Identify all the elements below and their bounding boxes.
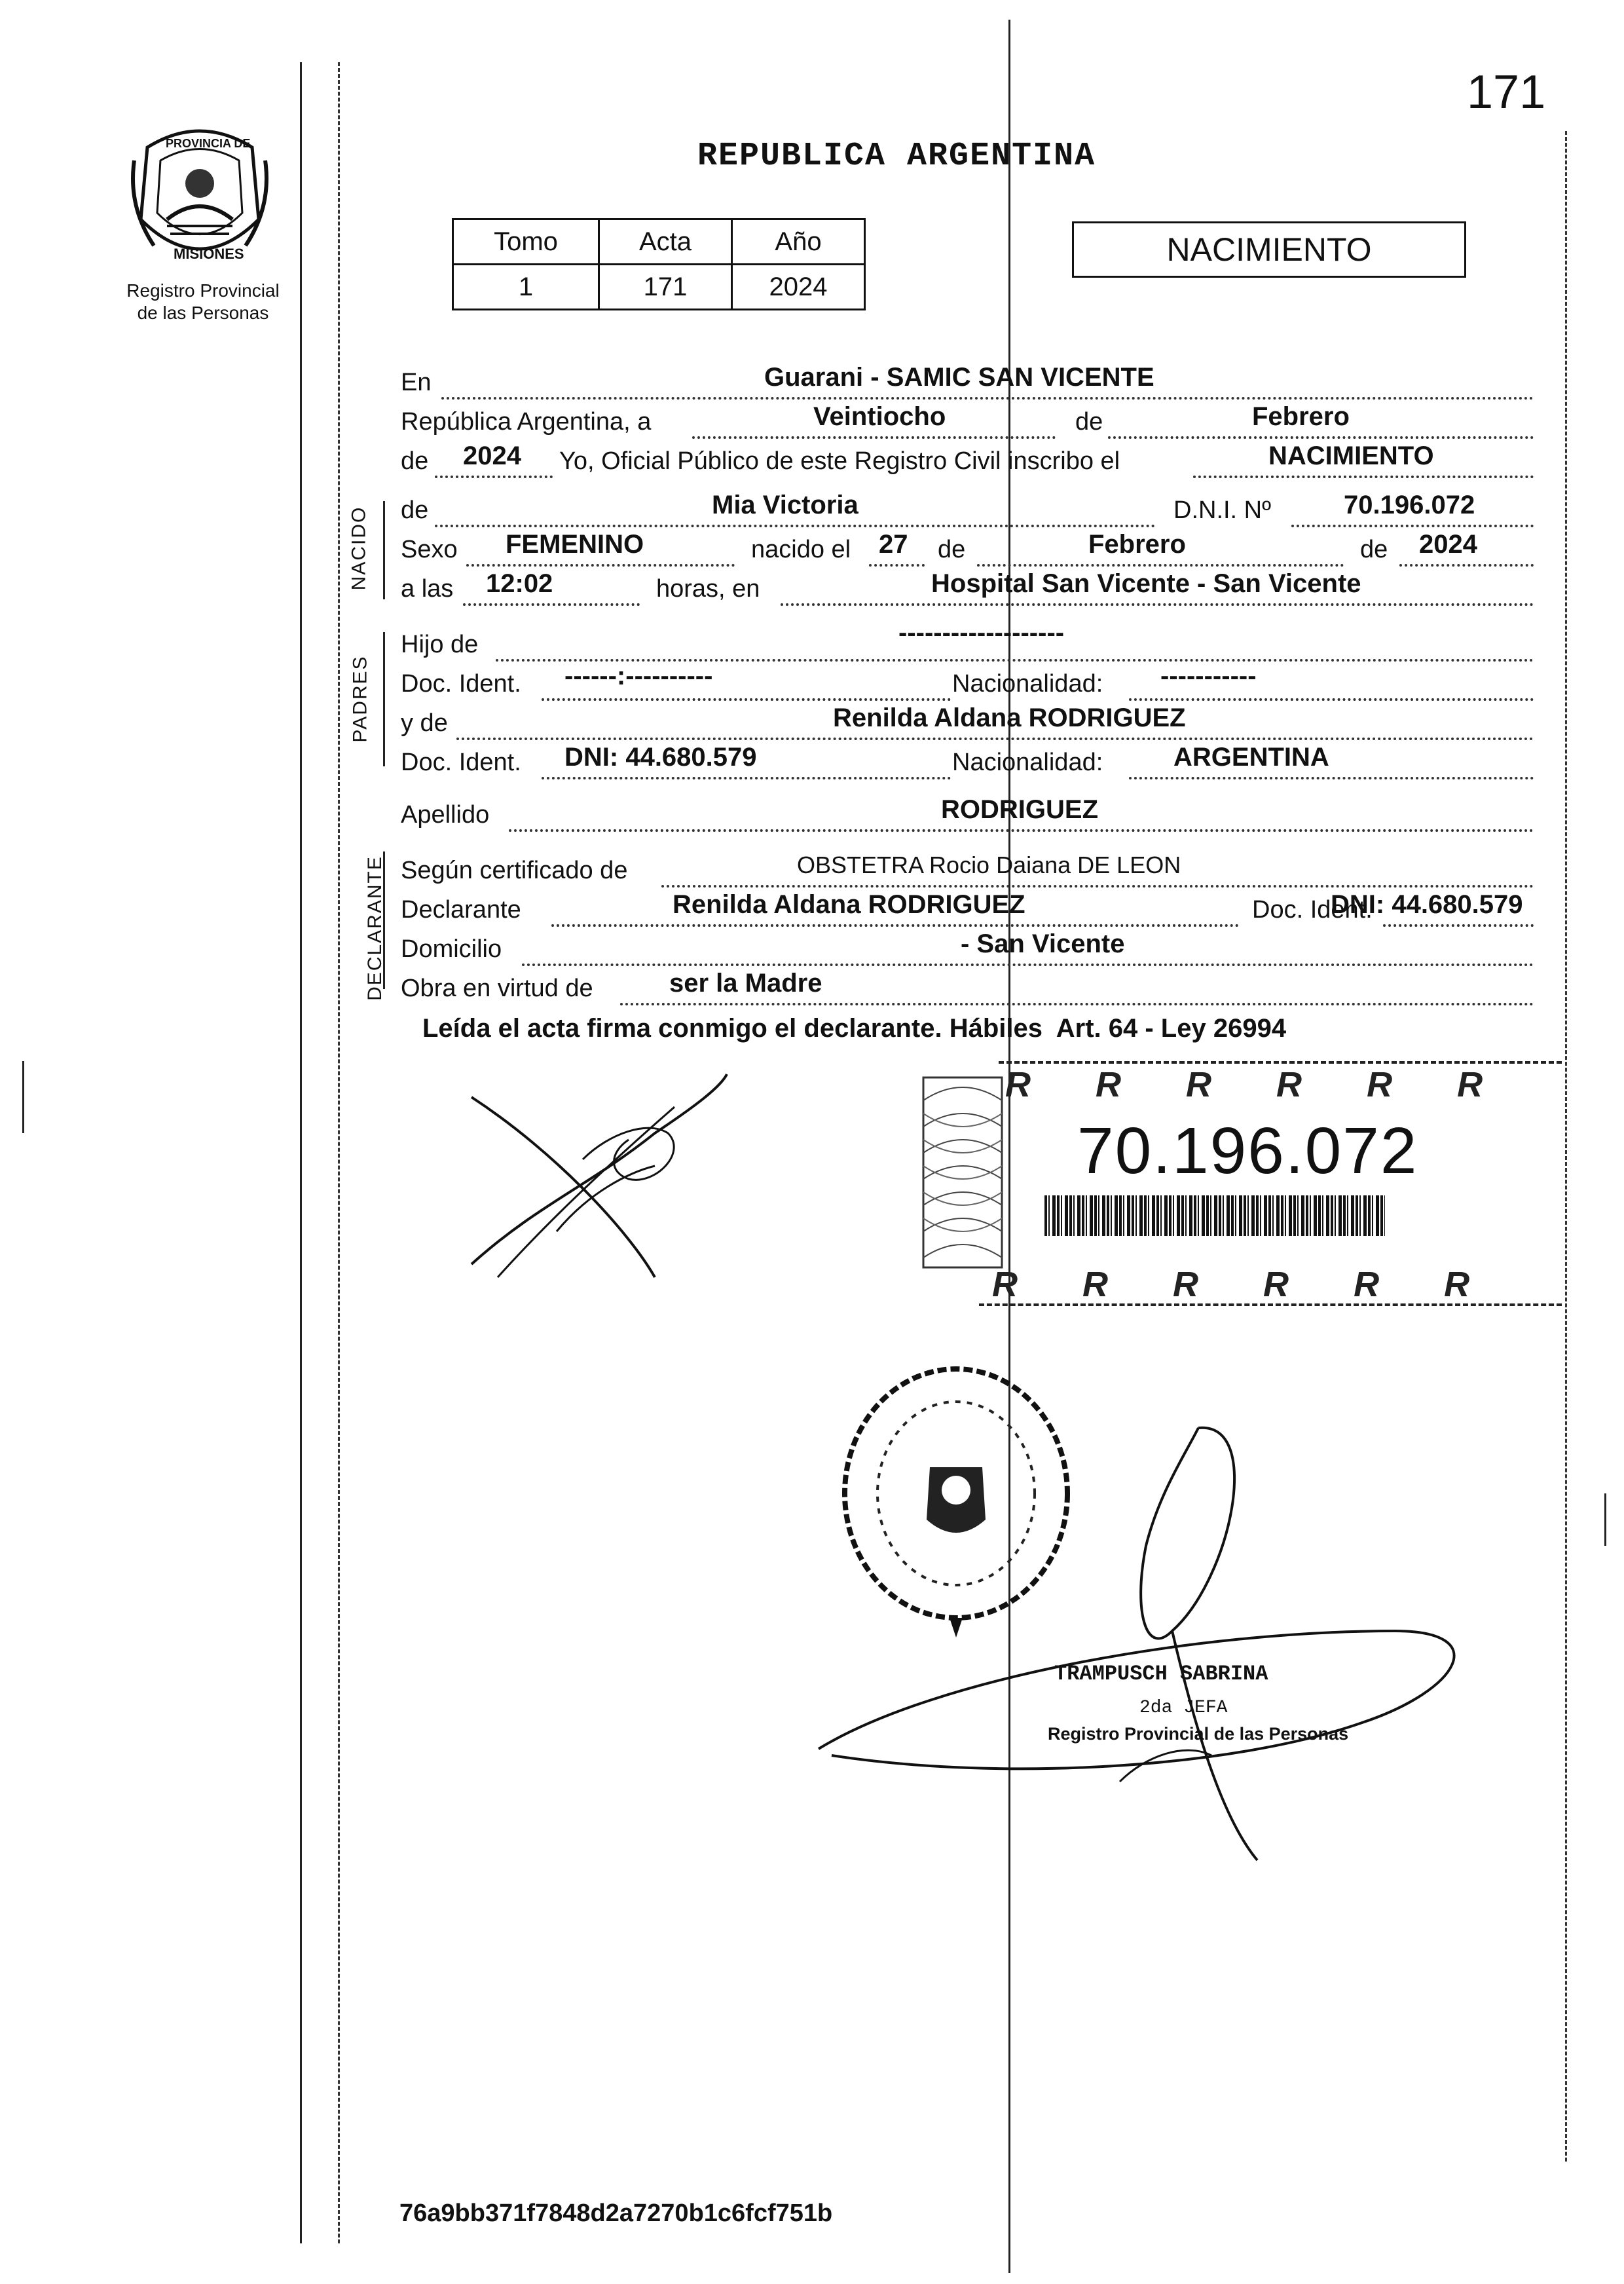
sticker-barcode <box>1044 1195 1385 1236</box>
value-madre-doc: DNI: 44.680.579 <box>564 743 757 772</box>
value-obra: ser la Madre <box>669 969 822 998</box>
seal-top-text: PROVINCIA DE <box>166 137 251 150</box>
value-lugar-nac: Hospital San Vicente - San Vicente <box>931 569 1361 598</box>
side-label-declarante: DECLARANTE <box>363 855 386 1001</box>
dotted-line <box>1129 777 1534 779</box>
dotted-line <box>692 436 1056 439</box>
sticker-number: 70.196.072 <box>1077 1114 1418 1188</box>
label-republica: República Argentina, a <box>401 408 652 436</box>
value-padre-nac: ----------- <box>1160 662 1257 690</box>
dotted-line <box>1399 564 1534 567</box>
value-hora: 12:02 <box>486 569 553 598</box>
nacido-bracket <box>383 501 385 599</box>
row-apellido <box>401 795 1534 838</box>
dotted-line <box>1193 476 1534 478</box>
label-domicilio: Domicilio <box>401 935 502 963</box>
label-doc-ident: Doc. Ident. <box>401 670 521 698</box>
value-padre: ------------------- <box>898 618 1065 647</box>
value-domicilio: - San Vicente <box>961 929 1125 958</box>
row-madre-doc <box>401 743 1534 786</box>
dotted-line <box>435 476 553 478</box>
dotted-line <box>509 829 1534 832</box>
page-number: 171 <box>1467 66 1546 119</box>
value-madre-nac: ARGENTINA <box>1173 743 1329 772</box>
label-apellido: Apellido <box>401 801 490 829</box>
act-type-box: NACIMIENTO <box>1072 221 1466 278</box>
id-sticker <box>920 1061 1565 1310</box>
label-nacido-el: nacido el <box>751 536 851 563</box>
label-horas-en: horas, en <box>656 575 760 603</box>
label-doc-ident3: Doc. Ident. <box>1252 896 1373 924</box>
seal-bottom-text: MISIONES <box>174 246 244 262</box>
sticker-top-border <box>999 1061 1562 1064</box>
stamp-name: TRAMPUSCH SABRINA <box>1054 1662 1268 1686</box>
dotted-line <box>463 603 640 606</box>
value-madre: Renilda Aldana RODRIGUEZ <box>833 703 1186 732</box>
value-mes-nac: Febrero <box>1088 530 1186 559</box>
side-label-nacido: NACIDO <box>348 506 370 591</box>
label-declarante: Declarante <box>401 896 521 924</box>
row-lugar <box>401 363 1534 406</box>
label-de-year: de <box>401 447 429 475</box>
registry-name-line2: de las Personas <box>137 303 269 323</box>
declarant-signature <box>458 1061 733 1300</box>
label-y-de: y de <box>401 709 448 737</box>
stamp-role: 2da JEFA <box>1139 1698 1228 1718</box>
table-header-tomo: Tomo <box>453 219 599 265</box>
label-de-nombre: de <box>401 496 429 524</box>
value-nombre: Mia Victoria <box>712 491 858 519</box>
value-tipo: NACIMIENTO <box>1268 441 1434 470</box>
label-de2: de <box>938 536 966 563</box>
label-nacionalidad: Nacionalidad: <box>952 670 1103 698</box>
row-inscripcion <box>401 441 1534 485</box>
label-a-las: a las <box>401 575 454 603</box>
value-certificado: OBSTETRA Rocio Daiana DE LEON <box>797 852 1181 878</box>
padres-bracket <box>383 632 385 766</box>
registry-name-line1: Registro Provincial <box>126 280 280 301</box>
dotted-line <box>869 564 925 567</box>
province-seal <box>128 121 272 278</box>
sticker-pattern-top: R R R R R R <box>1005 1065 1486 1104</box>
document-title: REPUBLICA ARGENTINA <box>697 138 1096 175</box>
dotted-line <box>551 924 1239 927</box>
label-nacionalidad2: Nacionalidad: <box>952 749 1103 776</box>
margin-line-left <box>300 62 302 2243</box>
document-hash: 76a9bb371f7848d2a7270b1c6fcf751b <box>399 2200 833 2227</box>
table-header-anio: Año <box>732 219 865 265</box>
closing-statement: Leída el acta firma conmigo el declarante. Hábiles Art. 64 - Ley 26994 <box>422 1014 1287 1043</box>
dotted-line <box>1291 525 1534 527</box>
dotted-line <box>1129 698 1534 701</box>
reference-table <box>452 218 866 310</box>
margin-dash-left <box>338 62 340 2243</box>
value-dia-letras: Veintiocho <box>813 402 946 431</box>
table-value-acta: 171 <box>599 265 732 310</box>
edge-line-right <box>1604 1493 1606 1546</box>
dotted-line <box>620 1003 1534 1005</box>
value-anio-nac: 2024 <box>1419 530 1477 559</box>
edge-line-left <box>22 1061 24 1133</box>
label-oficial: Yo, Oficial Público de este Registro Civil inscribo el <box>559 447 1120 475</box>
label-de3: de <box>1360 536 1388 563</box>
label-de: de <box>1075 408 1103 436</box>
label-hijo-de: Hijo de <box>401 631 479 658</box>
row-hora <box>401 569 1534 612</box>
side-label-padres: PADRES <box>349 655 371 743</box>
value-declarante-doc: DNI: 44.680.579 <box>1331 890 1523 919</box>
label-segun: Según certificado de <box>401 857 628 884</box>
value-apellido: RODRIGUEZ <box>941 795 1098 824</box>
dotted-line <box>781 603 1534 606</box>
table-header-acta: Acta <box>599 219 732 265</box>
label-dni: D.N.I. Nº <box>1173 496 1271 524</box>
declarante-bracket <box>383 852 385 989</box>
dotted-line <box>1383 924 1534 927</box>
value-declarante: Renilda Aldana RODRIGUEZ <box>673 890 1025 919</box>
table-value-tomo: 1 <box>453 265 599 310</box>
value-padre-doc: ------:---------- <box>564 662 713 690</box>
dotted-line <box>441 397 1534 400</box>
value-mes: Febrero <box>1252 402 1350 431</box>
value-dni: 70.196.072 <box>1344 491 1475 519</box>
table-value-anio: 2024 <box>732 265 865 310</box>
row-obra <box>401 969 1534 1012</box>
value-dia-nac: 27 <box>879 530 908 559</box>
value-anio: 2024 <box>463 441 521 470</box>
label-en: En <box>401 369 432 396</box>
value-sexo: FEMENINO <box>506 530 644 559</box>
sticker-pattern-bottom: R R R R R R <box>992 1265 1473 1304</box>
row-domicilio <box>401 929 1534 973</box>
label-sexo: Sexo <box>401 536 458 563</box>
dotted-line <box>542 777 951 779</box>
label-doc-ident2: Doc. Ident. <box>401 749 521 776</box>
label-obra: Obra en virtud de <box>401 975 593 1002</box>
margin-dash-right <box>1565 131 1567 2162</box>
stamp-org: Registro Provincial de las Personas <box>1048 1724 1349 1744</box>
value-lugar: Guarani - SAMIC SAN VICENTE <box>764 363 1154 392</box>
sticker-guilloche <box>920 1074 1005 1271</box>
official-signature <box>805 1415 1500 1877</box>
